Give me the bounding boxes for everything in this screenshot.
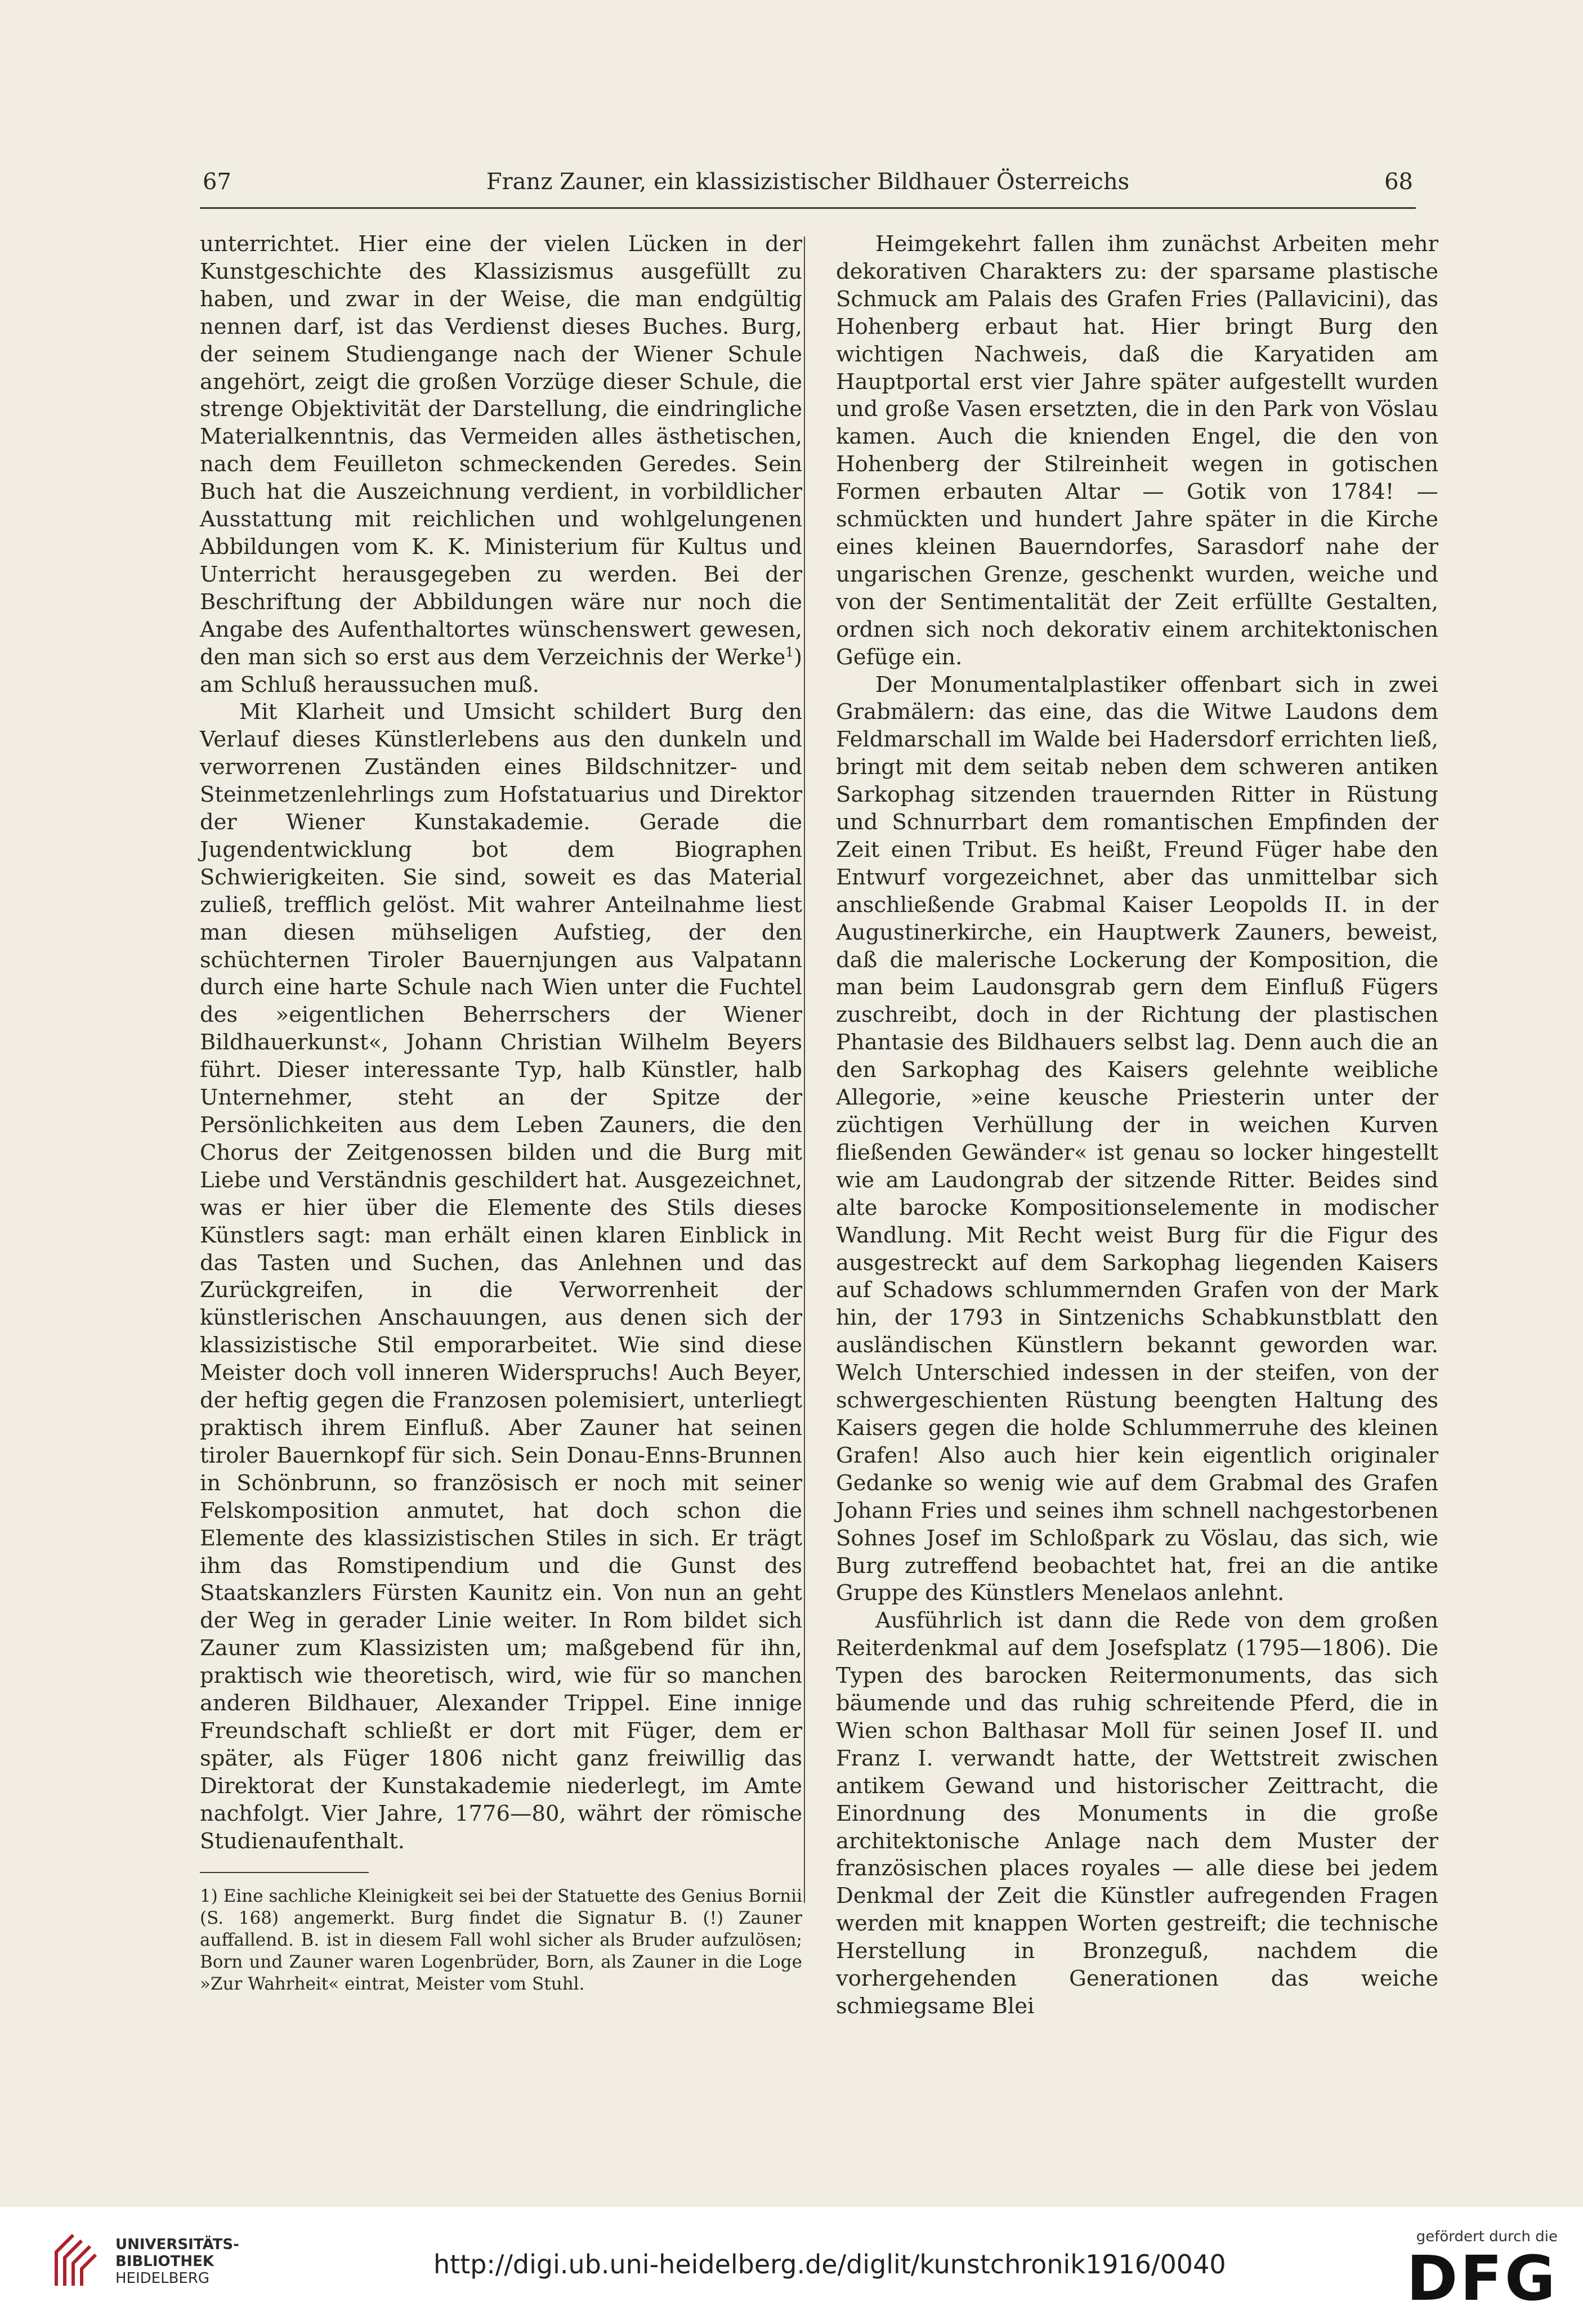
page-number-left: 67 [203,169,231,195]
paragraph: Mit Klarheit und Umsicht schildert Burg den Verlauf dieses Künstlerlebens aus den dunkeln und verworrenen Zuständen eines Bildschnitzer- und Steinmetzenlehrlings zum Hofstatuarius und Direktor der Wiener Kunstakademie. Gerade die Jugendentwicklung bot dem Biographen Schwierigkeiten. Sie sind, soweit es das Material zuließ, trefflich gelöst. Mit wahrer Anteilnahme liest man diesen mühseligen Aufstieg, der den schüchternen Tiroler Bauernjungen aus Valpatann durch eine harte Schule nach Wien unter die Fuchtel des »eigentlichen Beherrschers der Wiener Bildhauerkunst«, Johann Christian Wilhelm Beyers führt. Dieser interessante Typ, halb Künstler, halb Unternehmer, steht an der Spitze der Persönlichkeiten aus dem Leben Zauners, die den Chorus der Zeitgenossen bilden und die Burg mit Liebe und Verständnis geschildert hat. Ausgezeichnet, was er hier über die Elemente des Stils dieses Künstlers sagt: man erhält einen klaren Einblick in das Tasten und Suchen, das Anlehnen und das Zurückgreifen, in die Verworrenheit der künstlerischen Anschauungen, aus denen sich der klassizistische Stil emporarbeitet. Wie sind diese Meister doch voll inneren Widerspruchs! Auch Beyer, der heftig gegen die Franzosen polemisiert, unterliegt praktisch ihrem Einfluß. Aber Zauner hat seinen tiroler Bauernkopf für sich. Sein Donau-Enns-Brunnen in Schönbrunn, so französisch er noch mit seiner Felskomposition anmutet, hat doch schon die Elemente des klassizistischen Stiles in sich. Er trägt ihm das Romstipendium und die Gunst des Staatskanzlers Fürsten Kaunitz ein. Von nun an geht der Weg in gerader Linie weiter. In Rom bildet sich Zauner zum Klassizisten um; maßgebend für ihn, praktisch wie theoretisch, wird, wie für so manchen anderen Bildhauer, Alexander Trippel. Eine innige Freundschaft schließt er dort mit Füger, dem er später, als Füger 1806 nicht ganz freiwillig das Direktorat der Kunstakademie niederlegt, im Amte nachfolgt. Vier Jahre, 1776—80, währt der römische Studienaufenthalt. [200,699,802,1854]
running-header [203,169,1413,208]
right-column [836,231,1438,2021]
footnote-rule [200,1872,369,1873]
left-column [200,231,802,1995]
permalink-url[interactable]: http://digi.ub.uni-heidelberg.de/diglit/kunstchronik1916/0040 [433,2249,1226,2280]
digitization-footer [0,2207,1583,2324]
library-name-line: BIBLIOTHEK [115,2253,214,2270]
library-name-line: HEIDELBERG [115,2270,210,2287]
column-divider [804,236,805,1903]
paragraph: Ausführlich ist dann die Rede von dem großen Reiterdenkmal auf dem Josefsplatz (1795—1806). Die Typen des barocken Reitermonuments, das sich bäumende und das ruhig schreitende Pferd, die in Wien schon Balthasar Moll für seinen Josef II. und Franz I. verwandt hatte, der Wettstreit zwischen antikem Gewand und historischer Zeittracht, die Einordnung des Monuments in die große architektonische Anlage nach dem Muster der französischen places royales — alle diese bei jedem Denkmal der Zeit die Künstler aufregenden Fragen werden mit knappen Worten gestreift; die technische Herstellung in Bronzeguß, nachdem die vorhergehenden Generationen das weiche schmiegsame Blei [836,1608,1438,2019]
running-title: Franz Zauner, ein klassizistischer Bildhauer Österreichs [486,169,1130,195]
paragraph: Heimgekehrt fallen ihm zunächst Arbeiten mehr dekorativen Charakters zu: der sparsame plastische Schmuck am Palais des Grafen Fries (Pallavicini), das Hohenberg erbaut hat. Hier bringt Burg den wichtigen Nachweis, daß die Karyatiden am Hauptportal erst vier Jahre später aufgestellt wurden und große Vasen ersetzten, die in den Park von Vöslau kamen. Auch die knienden Engel, die den von Hohenberg der Stilreinheit wegen in gotischen Formen erbauten Altar — Gotik von 1784! — schmückten und hundert Jahre später in die Kirche eines kleinen Bauerndorfes, Sarasdorf nahe der ungarischen Grenze, geschenkt wurden, weiche und von der Sentimentalität der Zeit erfüllte Gestalten, ordnen sich noch dekorativ einem architektonischen Gefüge ein. [836,231,1438,670]
paragraph-text: unterrichtet. Hier eine der vielen Lücken in der Kunstgeschichte des Klassizismus ausgefüllt zu haben, und zwar in der Weise, die man endgültig nennen darf, ist das Verdienst dieses Buches. Burg, der seinem Studiengange nach der Wiener Schule angehört, zeigt die großen Vorzüge dieser Schule, die strenge Objektivität der Darstellung, die eindringliche Materialkenntnis, das Vermeiden alles ästhetischen, nach dem Feuilleton schmeckenden Geredes. Sein Buch hat die Auszeichnung verdient, in vorbildlicher Ausstattung mit reichlichen und wohlgelungenen Abbildungen vom K. K. Ministerium für Kultus und Unterricht herausgegeben zu werden. Bei der Beschriftung der Abbildungen wäre nur noch die Angabe des Aufenthaltortes wünschenswert gewesen, den man sich so erst aus dem Verzeichnis der Werke [200,231,802,670]
dfg-logo: DFG [1406,2242,1558,2314]
university-library-logo-icon [51,2229,101,2291]
library-name [115,2236,239,2287]
header-rule [200,207,1416,209]
library-name-line: UNIVERSITÄTS- [115,2236,239,2253]
funding-text: gefördert durch die [1416,2228,1558,2245]
footnote: 1) Eine sachliche Kleinigkeit sei bei der Statuette des Genius Bornii (S. 168) angemerkt. Burg findet die Signatur B. (!) Zauner auffallend. B. ist in diesem Fall wohl sicher als Bruder aufzulösen; Born und Zauner waren Logenbrüder, Born, als Zauner in die Loge »Zur Wahrheit« eintrat, Meister vom Stuhl. [200,1886,802,1995]
page-number-right: 68 [1384,169,1413,195]
paragraph [200,231,802,699]
footnote-reference: 1 [785,645,794,660]
paragraph-text-tail: ) am Schluß heraussuchen muß. [200,644,802,698]
paragraph: Der Monumentalplastiker offenbart sich in zwei Grabmälern: das eine, das die Witwe Laudons dem Feldmarschall im Walde bei Hadersdorf errichten ließ, bringt mit dem seitab neben dem schweren antiken Sarkophag sitzenden trauernden Ritter in Rüstung und Schnurrbart dem romantischen Empfinden der Zeit einen Tribut. Es heißt, Freund Füger habe den Entwurf vorgezeichnet, aber das unmittelbar sich anschließende Grabmal Kaiser Leopolds II. in der Augustinerkirche, ein Hauptwerk Zauners, beweist, daß die malerische Lockerung der Komposition, die man beim Laudonsgrab gern dem Einfluß Fügers zuschreibt, doch in der Richtung der plastischen Phantasie des Bildhauers selbst lag. Denn auch die an den Sarkophag des Kaisers gelehnte weibliche Allegorie, »eine keusche Priesterin unter der züchtigen Verhüllung der in weichen Kurven fließenden Gewänder« ist genau so locker hingestellt wie am Laudongrab der sitzende Ritter. Beides sind alte barocke Kompositionselemente in modischer Wandlung. Mit Recht weist Burg für die Figur des ausgestreckt auf dem Sarkophag liegenden Kaisers auf Schadows schlummernden Grafen von der Mark hin, der 1793 in Sintzenichs Schabkunstblatt den ausländischen Künstlern bekannt geworden war. Welch Unterschied indessen in der steifen, von der schwergeschienten Rüstung beengten Haltung des Kaisers gegen die holde Schlummerruhe des kleinen Grafen! Also auch hier kein eigentlich originaler Gedanke so wenig wie auf dem Grabmal des Grafen Johann Fries und seines ihm schnell nachgestorbenen Sohnes Josef im Schloßpark zu Vöslau, das sich, wie Burg zutreffend beobachtet hat, frei an die antike Gruppe des Künstlers Menelaos anlehnt. [836,672,1438,1606]
